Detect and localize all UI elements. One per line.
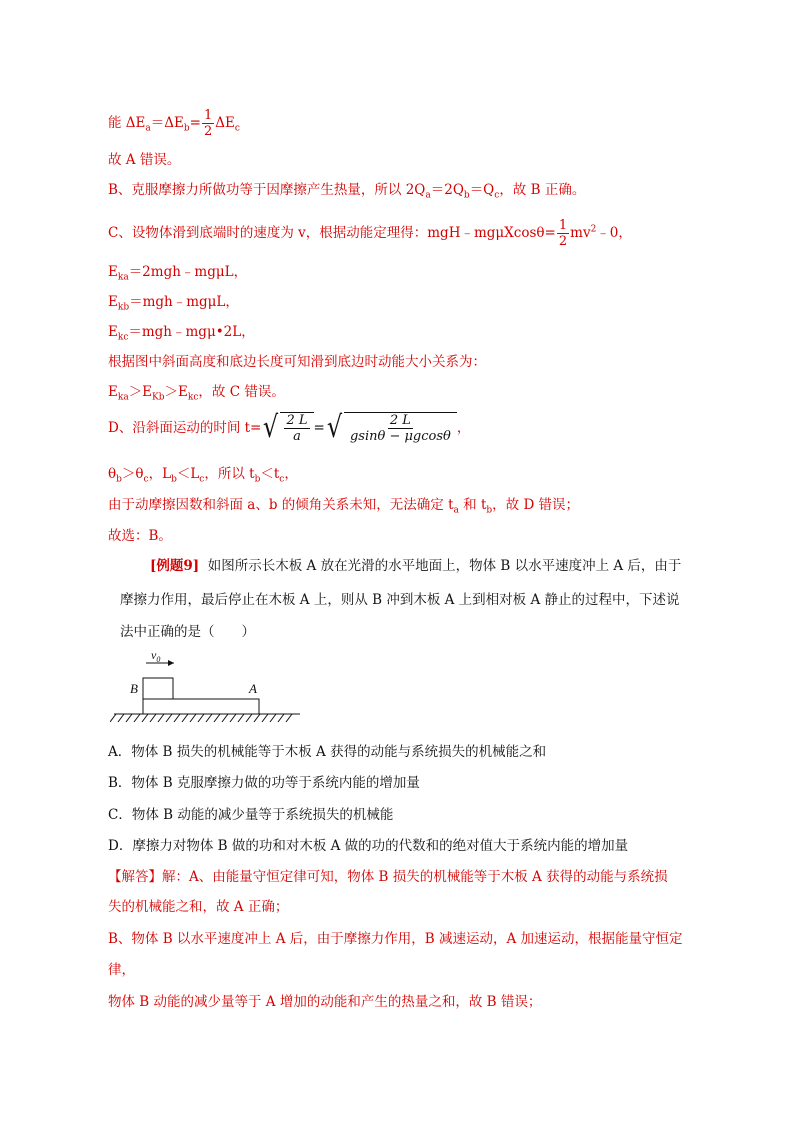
sub: b [486,505,493,516]
text: = [189,115,201,131]
hatch-mark [230,714,236,722]
text: D、沿斜面运动的时间 t= [108,420,262,436]
text: ＞E [164,384,188,400]
sub: ka [117,272,129,283]
text: ＝mgh﹣mgμL， [129,294,239,310]
text: ，L [148,466,172,482]
answer-line-4: 律， [108,962,135,978]
arrow-head-icon [168,660,174,666]
text: ， [456,420,471,436]
ground-hatch [110,714,292,722]
option-d: D．摩擦力对物体 B 做的功和对木板 A 做的功的代数和的绝对值大于系统内能的增加量 [108,838,629,854]
text: ，所以 t [204,466,255,482]
sub: c [199,474,205,485]
text: 能 ΔE [108,115,146,131]
text: ，故 C 错误。 [198,384,285,400]
sup: 2 [590,224,597,235]
numerator: 2 L [286,413,308,428]
fraction [284,413,309,444]
text: ＝2Q [430,182,464,198]
example-9-line-1 [150,556,681,576]
denominator: 2 [203,124,213,139]
example-label: [例题9] [150,558,200,574]
text: ，故 B 正确。 [499,182,586,198]
text: ＝2mgh﹣mgμL， [128,264,248,280]
example-9-line-3: 法中正确的是（ ） [120,624,255,640]
option-b: B．物体 B 克服摩擦力做的功等于系统内能的增加量 [108,775,420,791]
sub: c [279,474,285,485]
hatch-mark [206,714,212,722]
board-block-figure [110,645,310,725]
text: E [108,324,118,340]
text: = [313,420,325,436]
velocity-label: $v_0$ [151,648,161,664]
text: B、克服摩擦力所做功等于因摩擦产生热量，所以 2Q [108,182,426,198]
sub: b [254,474,261,485]
board-a [143,699,259,714]
example-9-line-2: 摩擦力作用，最后停止在木板 A 上，则从 B 冲到木板 A 上到相对板 A 静止的过程中，下述说 [120,592,680,608]
hatch-mark [262,714,268,722]
hatch-mark [286,714,292,722]
answer-line-3: B、物体 B 以水平速度冲上 A 后，由于摩擦力作用，B 减速运动，A 加速运动，根据能量守恒定 [108,931,683,947]
sub: a [453,505,459,516]
ek-comparison [108,382,285,408]
option-d-conclusion [108,495,579,521]
answer-line-5: 物体 B 动能的减少量等于 A 增加的动能和产生的热量之和，故 B 错误； [108,994,542,1010]
answer-line-2: 失的机械能之和，故 A 正确； [108,899,289,915]
eka-line [108,262,247,288]
fraction [348,413,453,444]
text: ＜L [176,466,200,482]
text: ＝ΔE [150,115,184,131]
sub: b [116,474,122,485]
radical-icon: √ [263,410,279,445]
option-c-analysis [108,218,632,249]
text: C、设物体滑到底端时的速度为 v，根据动能定理得：mgH﹣mgμXcosθ= [108,225,556,241]
hatch-mark [142,714,148,722]
option-b-analysis [108,180,585,206]
hatch-mark [238,714,244,722]
sub: ka [117,392,129,403]
text: ΔE [215,115,235,131]
hatch-mark [222,714,228,722]
energy-relation-line [108,108,240,139]
sqrt-2 [325,412,457,444]
hatch-mark [270,714,276,722]
sub: b [463,190,470,201]
label-b: B [130,681,138,696]
hatch-mark [190,714,196,722]
theta-comparison [108,464,298,490]
final-answer: 故选：B。 [108,528,172,544]
text: ＝Q [469,182,495,198]
text: ， [284,466,298,482]
label-a: A [249,681,257,696]
relation-intro: 根据图中斜面高度和底边长度可知滑到底边时动能大小关系为： [108,354,486,370]
text: ，故 D 错误； [492,497,580,513]
text: E [108,384,118,400]
denominator: a [293,429,301,444]
hatch-mark [166,714,172,722]
fraction [202,108,214,139]
sub: c [143,474,149,485]
text: 如图所示长木板 A 放在光滑的水平地面上，物体 B 以水平速度冲上 A 后，由于 [207,558,682,574]
option-d-time-formula [108,412,470,444]
answer-label: 【解答】 [108,869,162,885]
hatch-mark [278,714,284,722]
sub: a [145,123,151,134]
hatch-mark [254,714,260,722]
text: ＜t [260,466,280,482]
block-b [143,678,173,699]
sub: c [234,123,240,134]
sub: kc [117,332,129,343]
hatch-mark [126,714,132,722]
option-c: C．物体 B 动能的减少量等于系统损失的机械能 [108,807,394,823]
text: ＞E [128,384,153,400]
text: E [108,264,118,280]
sub: Kb [152,392,165,403]
text: 解：A、由能量守恒定律可知，物体 B 损失的机械能等于木板 A 获得的动能与系统损 [162,869,668,885]
text: ﹣0， [596,225,632,241]
hatch-mark [118,714,124,722]
text: ＞θ [121,466,144,482]
hatch-mark [198,714,204,722]
numerator: 2 L [389,413,411,428]
numerator: 1 [558,218,568,233]
ekb-line [108,292,239,318]
radical-icon: √ [326,410,343,445]
text: θ [108,466,117,482]
sub: c [494,190,500,201]
conclusion-a: 故 A 错误。 [108,152,181,168]
fraction [557,218,569,249]
text: 由于动摩擦因数和斜面 a、b 的倾角关系未知，无法确定 t [108,497,454,513]
text: 和 t [458,497,487,513]
sub: b [183,123,190,134]
hatch-mark [150,714,156,722]
answer-line-1 [108,867,668,887]
text: mv [570,225,591,241]
option-a: A．物体 B 损失的机械能等于木板 A 获得的动能与系统损失的机械能之和 [108,744,547,760]
sqrt-1 [261,412,313,444]
text: ＝mgh﹣mgμ•2L， [128,324,255,340]
ekc-line [108,322,255,348]
hatch-mark [214,714,220,722]
denominator: 2 [558,234,568,249]
hatch-mark [110,714,116,722]
text: E [108,294,118,310]
hatch-mark [246,714,252,722]
denominator: gsinθ − μgcosθ [349,429,451,444]
hatch-mark [182,714,188,722]
hatch-mark [158,714,164,722]
numerator: 1 [203,108,213,123]
sub: b [171,474,177,485]
hatch-mark [134,714,140,722]
hatch-mark [174,714,180,722]
sub: kb [117,302,130,313]
sub: kc [187,392,199,403]
sub: a [425,190,431,201]
